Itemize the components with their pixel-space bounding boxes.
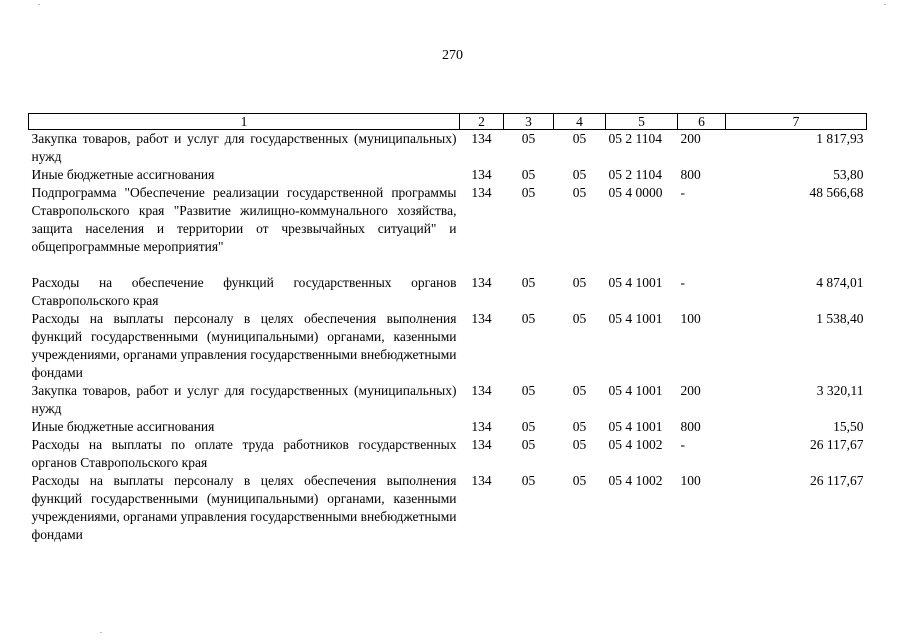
row-section: 05 [521, 473, 536, 488]
table-row [29, 436, 867, 472]
row-target-article: 05 4 1001 [608, 275, 663, 290]
row-expense-type: 200 [680, 131, 701, 146]
row-amount: 4 874,01 [816, 275, 864, 290]
header-col-1: 1 [29, 114, 460, 130]
table-row [29, 418, 867, 436]
row-target-article: 05 2 1104 [608, 131, 662, 146]
row-ministry-code: 134 [471, 185, 492, 200]
table-row [29, 130, 867, 167]
row-subsection: 05 [572, 473, 587, 488]
budget-table [28, 113, 867, 544]
row-subsection: 05 [572, 131, 587, 146]
row-amount: 53,80 [833, 167, 864, 182]
row-description: Расходы на выплаты персоналу в целях обеспечения выполнения функций государственными (муниципальными) органами, казенными учреждениями, органами управления государственными внебюджетными фондами [31, 473, 457, 542]
row-target-article: 05 4 1002 [608, 473, 663, 488]
row-target-article: 05 4 1002 [608, 437, 663, 452]
row-subsection: 05 [572, 275, 587, 290]
row-amount: 3 320,11 [816, 383, 864, 398]
row-amount: 15,50 [833, 419, 864, 434]
row-expense-type: 200 [680, 383, 701, 398]
spacer-row [29, 256, 867, 274]
table-row [29, 184, 867, 256]
row-section: 05 [521, 167, 536, 182]
scan-speck [884, 4, 886, 5]
header-col-2: 2 [460, 114, 504, 130]
scan-speck [38, 4, 40, 5]
row-ministry-code: 134 [471, 167, 492, 182]
row-section: 05 [521, 311, 536, 326]
row-target-article: 05 4 1001 [608, 383, 663, 398]
row-amount: 26 117,67 [810, 437, 864, 452]
header-col-7: 7 [726, 114, 867, 130]
spacer-cell [29, 256, 867, 274]
row-target-article: 05 4 1001 [608, 419, 663, 434]
row-subsection: 05 [572, 185, 587, 200]
row-amount: 1 817,93 [816, 131, 864, 146]
header-row [29, 114, 867, 130]
row-section: 05 [521, 185, 536, 200]
row-subsection: 05 [572, 167, 587, 182]
table-row [29, 382, 867, 418]
row-description: Закупка товаров, работ и услуг для государственных (муниципальных) нужд [31, 383, 457, 416]
row-expense-type: - [680, 185, 685, 200]
row-ministry-code: 134 [471, 383, 492, 398]
scan-speck [100, 632, 102, 633]
row-target-article: 05 2 1104 [608, 167, 662, 182]
row-ministry-code: 134 [471, 275, 492, 290]
row-expense-type: 100 [680, 311, 701, 326]
header-col-5: 5 [606, 114, 678, 130]
row-section: 05 [521, 275, 536, 290]
row-expense-type: 100 [680, 473, 701, 488]
row-description: Расходы на выплаты по оплате труда работников государственных органов Ставропольского края [31, 437, 457, 470]
row-section: 05 [521, 419, 536, 434]
row-subsection: 05 [572, 383, 587, 398]
row-expense-type: - [680, 275, 685, 290]
row-expense-type: 800 [680, 167, 701, 182]
row-section: 05 [521, 131, 536, 146]
row-amount: 48 566,68 [809, 185, 864, 200]
row-amount: 26 117,67 [810, 473, 864, 488]
row-description: Иные бюджетные ассигнования [31, 167, 215, 182]
row-description: Иные бюджетные ассигнования [31, 419, 215, 434]
row-expense-type: 800 [680, 419, 701, 434]
row-section: 05 [521, 437, 536, 452]
row-target-article: 05 4 0000 [608, 185, 663, 200]
row-description: Подпрограмма "Обеспечение реализации государственной программы Ставропольского края "Развитие жилищно-коммунального хозяйства, защита населения и территории от чрезвычайных ситуаций" и общепрограммные мероприятия" [31, 185, 457, 254]
table-row [29, 166, 867, 184]
row-subsection: 05 [572, 437, 587, 452]
row-ministry-code: 134 [471, 437, 492, 452]
row-ministry-code: 134 [471, 473, 492, 488]
row-description: Расходы на выплаты персоналу в целях обеспечения выполнения функций государственными (муниципальными) органами, казенными учреждениями, органами управления государственными внебюджетными фондами [31, 311, 457, 380]
row-target-article: 05 4 1001 [608, 311, 663, 326]
table-row [29, 472, 867, 544]
page-number: 270 [442, 48, 463, 63]
header-col-3: 3 [504, 114, 554, 130]
row-ministry-code: 134 [471, 131, 492, 146]
row-section: 05 [521, 383, 536, 398]
row-description: Расходы на обеспечение функций государственных органов Ставропольского края [31, 275, 457, 308]
table-row [29, 274, 867, 310]
row-ministry-code: 134 [471, 311, 492, 326]
row-ministry-code: 134 [471, 419, 492, 434]
row-subsection: 05 [572, 419, 587, 434]
header-col-6: 6 [678, 114, 726, 130]
row-amount: 1 538,40 [816, 311, 864, 326]
row-description: Закупка товаров, работ и услуг для государственных (муниципальных) нужд [31, 131, 457, 164]
row-expense-type: - [680, 437, 685, 452]
row-subsection: 05 [572, 311, 587, 326]
table-row [29, 310, 867, 382]
header-col-4: 4 [554, 114, 606, 130]
